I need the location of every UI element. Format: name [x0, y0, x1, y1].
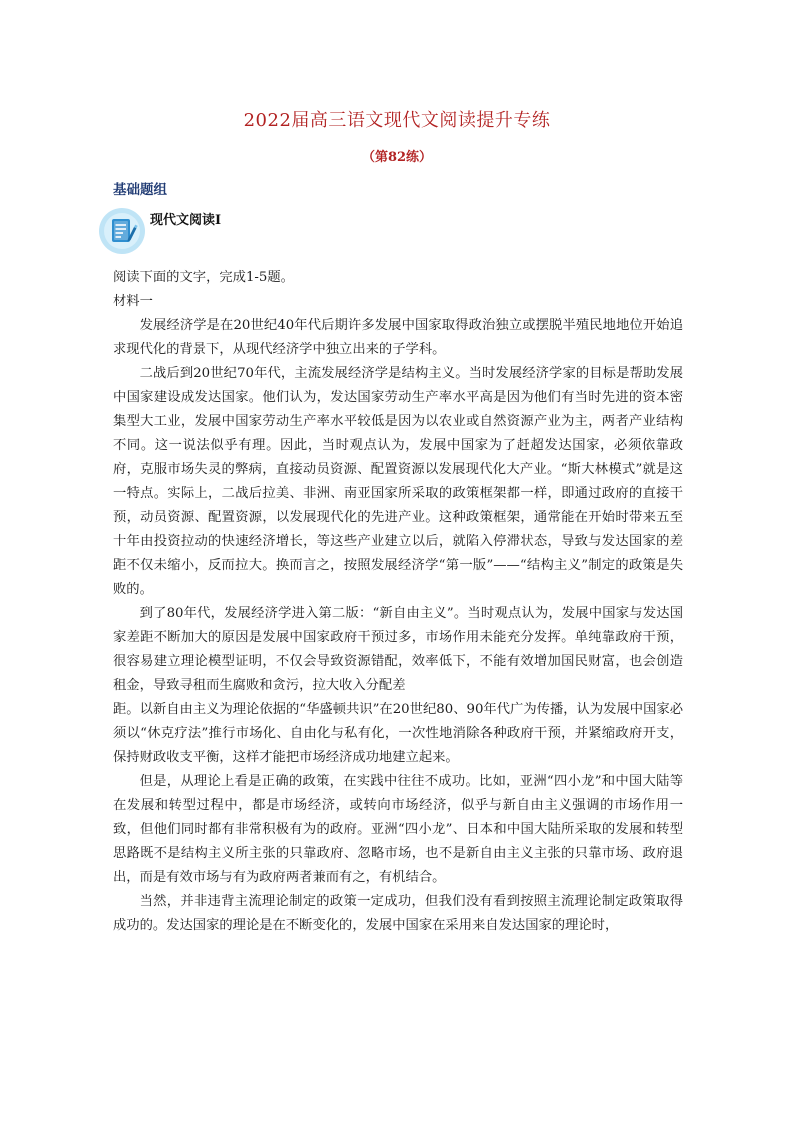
document-subtitle: （第82练）	[361, 150, 433, 165]
paragraph: 但是，从理论上看是正确的政策，在实践中往往不成功。比如，亚洲“四小龙”和中国大陆等在发展和转型过程中，都是市场经济，或转向市场经济，似乎与新自由主义强调的市场作用一致，但他们同时都有非常积极有为的政府。亚洲“四小龙”、日本和中国大陆所采取的发展和转型思路既不是结构主义所主张的只靠政府、忽略市场，也不是新自由主义主张的只靠市场、政府退出，而是有效市场与有为政府两者兼而有之，有机结合。	[113, 774, 683, 885]
instruction-text: 阅读下面的文字，完成1-5题。	[113, 270, 294, 285]
paragraph-continuation: 距。以新自由主义为理论依据的“华盛顿共识”在20世纪80、90年代广为传播，认为发展中国家必须以“休克疗法”推行市场化、自由化与私有化，一次性地消除各种政府干预，并紧缩政府开支，保持财政收支平衡，这样才能把市场经济成功地建立起来。	[113, 702, 683, 765]
material-label: 材料一	[113, 294, 153, 309]
paragraph: 二战后到20世纪70年代，主流发展经济学是结构主义。当时发展经济学家的目标是帮助发展中国家建设成发达国家。他们认为，发达国家劳动生产率水平高是因为他们有当时先进的资本密集型大工业，发展中国家劳动生产率水平较低是因为以农业或自然资源产业为主，两者产业结构不同。这一说法似乎有理。因此，当时观点认为，发展中国家为了赶超发达国家，必须依靠政府，克服市场失灵的弊病，直接动员资源、配置资源以发展现代化大产业。“斯大林模式”就是这一特点。实际上，二战后拉美、非洲、南亚国家所采取的政策框架都一样，即通过政府的直接干预，动员资源、配置资源，以发展现代化的先进产业。这种政策框架，通常能在开始时带来五至十年由投资拉动的快速经济增长，等这些产业建立以后，就陷入停滞状态，导致与发达国家的差距不仅未缩小，反而拉大。换而言之，按照发展经济学“第一版”——“结构主义”制定的政策是失败的。	[113, 366, 683, 597]
notebook-pen-icon	[98, 207, 146, 255]
paragraph: 发展经济学是在20世纪40年代后期许多发展中国家取得政治独立或摆脱半殖民地地位开始追求现代化的背景下，从现代经济学中独立出来的子学科。	[113, 318, 683, 357]
body-text	[113, 266, 683, 938]
document-title: 2022届高三语文现代文阅读提升专练	[243, 110, 551, 131]
paragraph: 到了80年代，发展经济学进入第二版：“新自由主义”。当时观点认为，发展中国家与发达国家差距不断加大的原因是发展中国家政府干预过多，市场作用未能充分发挥。单纯靠政府干预，很容易建立理论模型证明，不仅会导致资源错配，效率低下，不能有效增加国民财富，也会创造租金，导致寻租而生腐败和贪污，拉大收入分配差	[113, 606, 683, 693]
group-label: 基础题组	[113, 182, 167, 198]
section-heading: 现代文阅读Ⅰ	[150, 213, 222, 228]
paragraph: 当然，并非违背主流理论制定的政策一定成功，但我们没有看到按照主流理论制定政策取得成功的。发达国家的理论是在不断变化的，发展中国家在采用来自发达国家的理论时，	[113, 894, 683, 933]
